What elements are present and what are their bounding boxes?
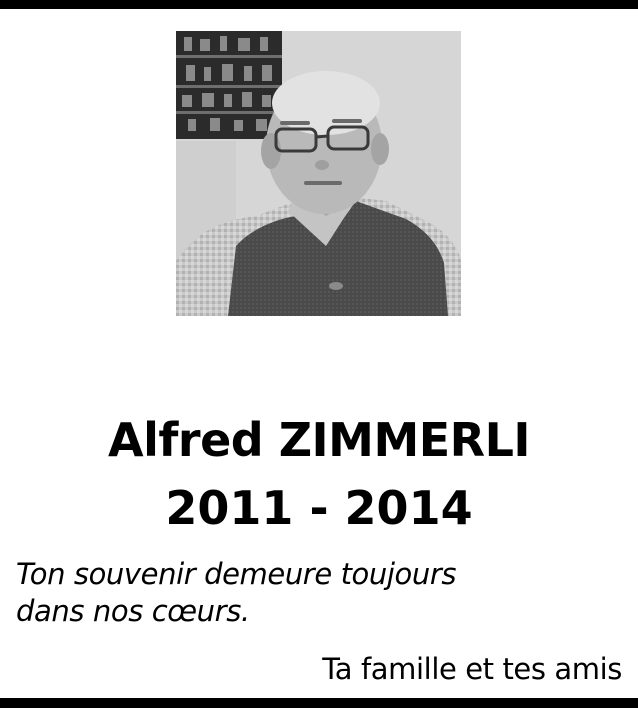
top-border xyxy=(0,0,638,9)
memorial-message-line: dans nos cœurs. xyxy=(16,594,250,628)
portrait-photo xyxy=(176,31,461,316)
bottom-border xyxy=(0,698,638,708)
memorial-years: 2011 - 2014 xyxy=(165,481,473,535)
deceased-name: Alfred ZIMMERLI xyxy=(108,413,530,467)
memorial-message-line: Ton souvenir demeure toujours xyxy=(16,557,457,591)
signature: Ta famille et tes amis xyxy=(322,652,622,686)
memorial-message xyxy=(16,556,616,630)
